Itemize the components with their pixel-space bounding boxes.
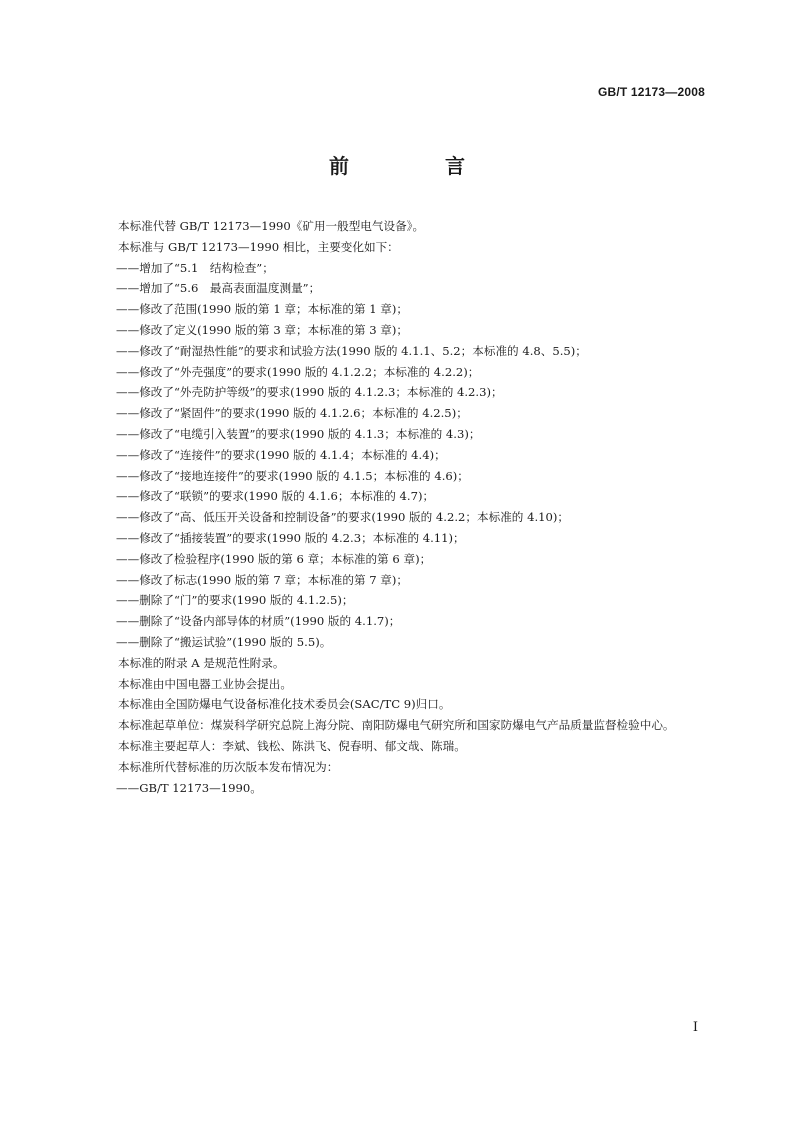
paragraph: 本标准的附录 A 是规范性附录。: [118, 655, 285, 670]
change-item: ——修改了“紧固件”的要求(1990 版的 4.1.2.6；本标准的 4.2.5)；: [116, 406, 468, 421]
document-body: [90, 216, 710, 798]
paragraph: 本标准与 GB/T 12173—1990 相比，主要变化如下：: [118, 239, 399, 254]
change-item: ——修改了“插接装置”的要求(1990 版的 4.2.3；本标准的 4.11)；: [116, 530, 465, 545]
change-item: ——修改了“耐湿热性能”的要求和试验方法(1990 版的 4.1.1、5.2；本标准的 4.8、5.5)；: [116, 343, 587, 358]
paragraph: 本标准代替 GB/T 12173—1990《矿用一般型电气设备》。: [118, 219, 425, 233]
change-item: ——增加了“5.1 结构检查”；: [116, 260, 274, 275]
change-item: ——修改了标志(1990 版的第 7 章；本标准的第 7 章)；: [116, 572, 409, 587]
change-item: ——修改了范围(1990 版的第 1 章；本标准的第 1 章)；: [116, 302, 409, 317]
change-item: ——修改了“接地连接件”的要求(1990 版的 4.1.5；本标准的 4.6)；: [116, 468, 469, 483]
standard-number: GB/T 12173—2008: [597, 85, 705, 99]
change-item: ——修改了“外壳防护等级”的要求(1990 版的 4.1.2.3；本标准的 4.2.3)；: [116, 385, 503, 400]
change-item: ——删除了“门”的要求(1990 版的 4.1.2.5)；: [116, 593, 354, 608]
change-item: ——修改了检验程序(1990 版的第 6 章；本标准的第 6 章)；: [116, 551, 432, 566]
page-title: 前 言: [329, 154, 503, 178]
change-item: ——修改了“高、低压开关设备和控制设备”的要求(1990 版的 4.2.2；本标准的 4.10)；: [116, 510, 569, 525]
change-item: ——修改了“电缆引入装置”的要求(1990 版的 4.1.3；本标准的 4.3)；: [116, 426, 481, 441]
change-item: ——删除了“设备内部导体的材质”(1990 版的 4.1.7)；: [116, 614, 401, 629]
paragraph: 本标准主要起草人：李斌、钱松、陈洪飞、倪春明、郁文哉、陈瑞。: [118, 738, 466, 753]
change-item: ——修改了定义(1990 版的第 3 章；本标准的第 3 章)；: [116, 322, 409, 337]
change-item: ——修改了“联锁”的要求(1990 版的 4.1.6；本标准的 4.7)；: [116, 489, 435, 504]
paragraph: 本标准由中国电器工业协会提出。: [118, 676, 292, 691]
change-item: ——删除了“搬运试验”(1990 版的 5.5)。: [116, 634, 332, 649]
change-item: ——修改了“连接件”的要求(1990 版的 4.1.4；本标准的 4.4)；: [116, 447, 446, 462]
paragraph: 本标准由全国防爆电气设备标准化技术委员会(SAC/TC 9)归口。: [118, 697, 451, 712]
page-number: I: [692, 1020, 698, 1035]
change-item: ——修改了“外壳强度”的要求(1990 版的 4.1.2.2；本标准的 4.2.2)；: [116, 364, 480, 379]
paragraph: 本标准起草单位：煤炭科学研究总院上海分院、南阳防爆电气研究所和国家防爆电气产品质量监督检验中心。: [118, 718, 675, 733]
paragraph: 本标准所代替标准的历次版本发布情况为：: [118, 759, 339, 774]
change-item: ——增加了“5.6 最高表面温度测量”；: [116, 281, 321, 296]
history-item: ——GB/T 12173—1990。: [116, 780, 262, 795]
